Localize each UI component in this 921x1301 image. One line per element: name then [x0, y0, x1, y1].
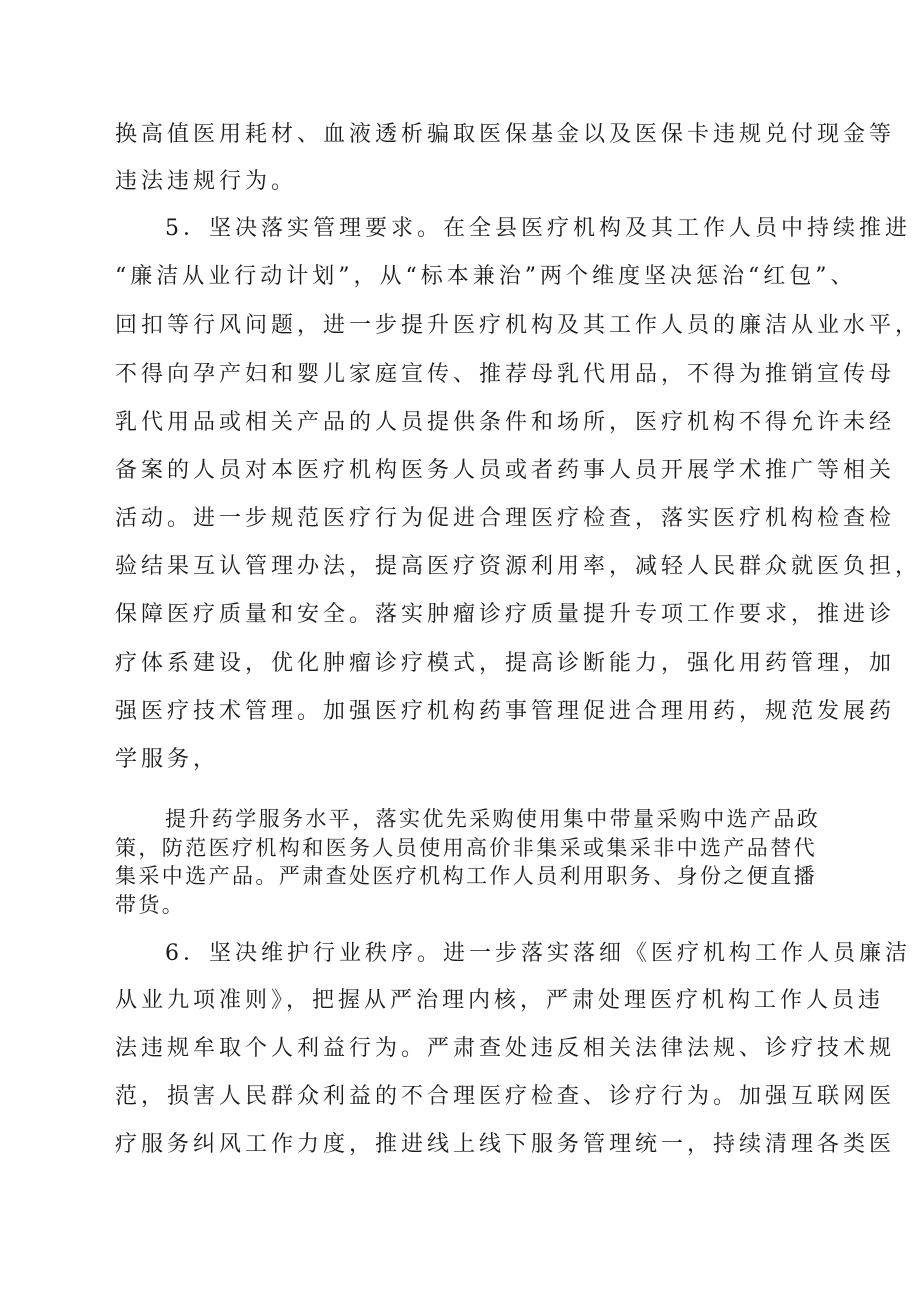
text-line: 疗服务纠风工作力度，推进线上线下服务管理统一，持续清理各类医: [115, 1132, 896, 1157]
text-line: 保障医疗质量和安全。落实肿瘤诊疗质量提升专项工作要求，推进诊: [115, 602, 896, 627]
text-line: 范，损害人民群众利益的不合理医疗检查、诊疗行为。加强互联网医: [115, 1084, 896, 1109]
text-line: 集采中选产品。严肃查处医疗机构工作人员利用职务、身份之便直播: [115, 864, 817, 888]
text-line: 乳代用品或相关产品的人员提供条件和场所，医疗机构不得允许未经: [115, 410, 896, 435]
text-line: 6．坚决维护行业秩序。进一步落实落细《医疗机构工作人员廉洁: [165, 941, 911, 966]
text-line: 法违规牟取个人利益行为。严肃查处违反相关法律法规、诊疗技术规: [115, 1036, 896, 1061]
text-line: 验结果互认管理办法，提高医疗资源利用率，减轻人民群众就医负担，: [115, 554, 921, 579]
text-line: 换高值医用耗材、血液透析骗取医保基金以及医保卡违规兑付现金等: [115, 122, 896, 147]
text-line: 不得向孕产妇和婴儿家庭宣传、推荐母乳代用品，不得为推销宣传母: [115, 362, 896, 387]
text-line: 强医疗技术管理。加强医疗机构药事管理促进合理用药，规范发展药: [115, 699, 896, 724]
text-line: 5．坚决落实管理要求。在全县医疗机构及其工作人员中持续推进: [165, 216, 911, 241]
text-line: 带货。: [115, 893, 186, 917]
text-line: 提升药学服务水平，落实优先采购使用集中带量采购中选产品政: [165, 807, 821, 831]
text-line: 策，防范医疗机构和医务人员使用高价非集采或集采非中选产品替代: [115, 836, 817, 860]
text-line: 违法违规行为。: [115, 169, 298, 194]
text-line: 学服务，: [115, 747, 220, 772]
text-line: “廉洁从业行动计划”，从“标本兼治”两个维度坚决惩治“红包”、: [115, 264, 857, 289]
text-line: 回扣等行风问题，进一步提升医疗机构及其工作人员的廉洁从业水平，: [115, 313, 921, 338]
text-line: 活动。进一步规范医疗行为促进合理医疗检查，落实医疗机构检查检: [115, 506, 896, 531]
text-line: 从业九项准则》，把握从严治理内核，严肃处理医疗机构工作人员违: [115, 988, 885, 1013]
text-line: 备案的人员对本医疗机构医务人员或者药事人员开展学术推广等相关: [115, 458, 896, 483]
text-line: 疗体系建设，优化肿瘤诊疗模式，提高诊断能力，强化用药管理，加: [115, 651, 896, 676]
